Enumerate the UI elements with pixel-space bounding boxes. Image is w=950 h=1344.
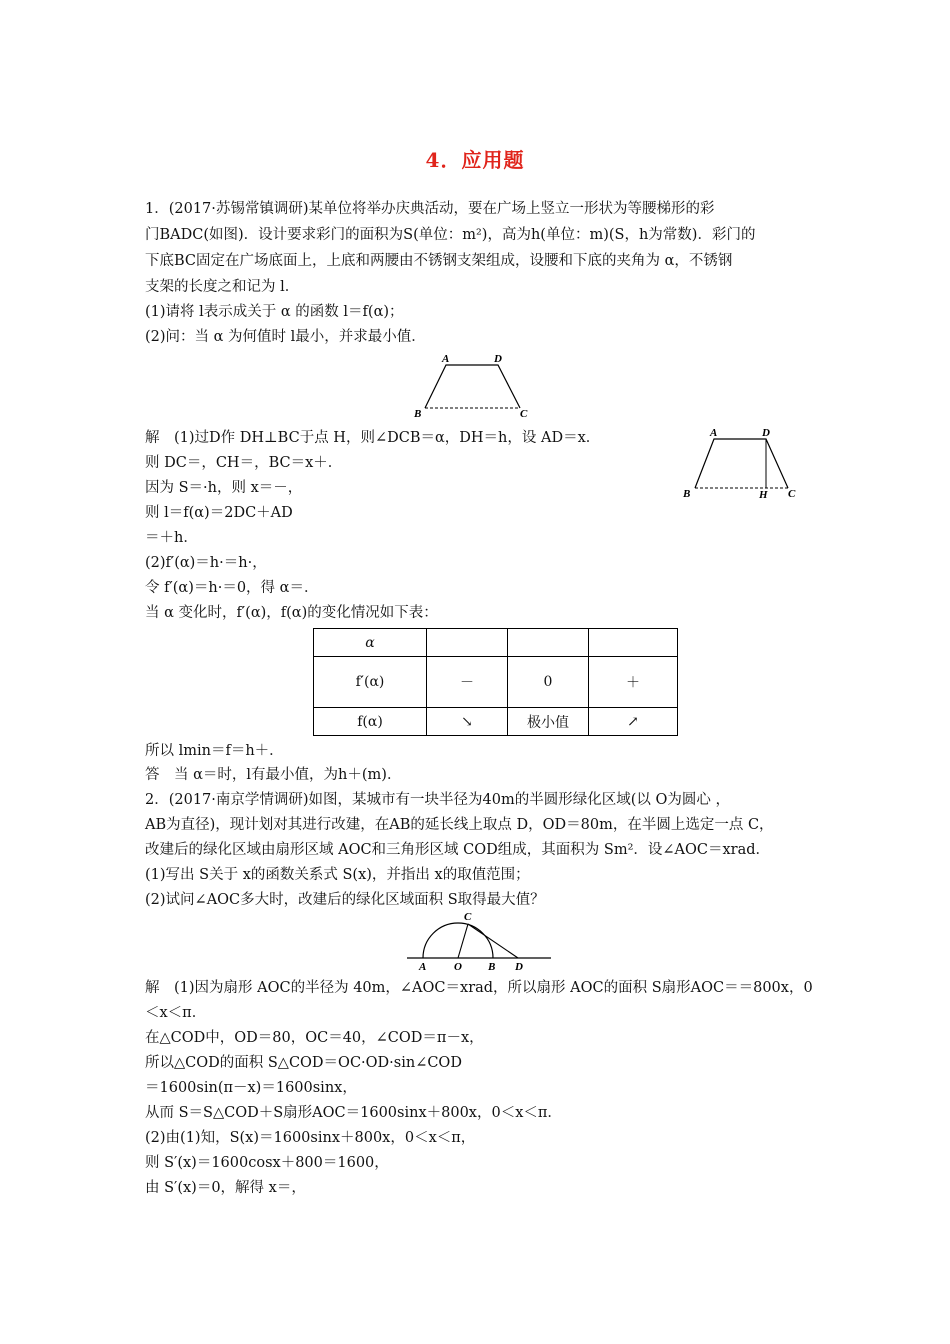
solution1-line5: ＝＋h． bbox=[145, 530, 198, 546]
solution1-line8: 当 α 变化时，f′(α)，f(α)的变化情况如下表： bbox=[145, 605, 438, 621]
problem2-part1: (1)写出 S关于 x的函数关系式 S(x)，并指出 x的取值范围； bbox=[145, 867, 530, 883]
trapezoid-height-figure bbox=[680, 424, 810, 500]
table-cell: ↘ bbox=[427, 708, 508, 736]
fig2-label-h: H bbox=[759, 489, 768, 500]
table-cell: α bbox=[314, 629, 427, 657]
problem1-part1: (1)请将 l表示成关于 α 的函数 l＝f(α)； bbox=[145, 304, 404, 320]
table-cell: f(α) bbox=[314, 708, 427, 736]
fig3-label-b: B bbox=[488, 961, 496, 972]
solution2-line6: 从而 S＝S△COD＋S扇形AOC＝1600sinx＋800x，0＜x＜π． bbox=[145, 1105, 562, 1121]
table-cell: f′(α) bbox=[314, 657, 427, 708]
table-cell: ＋ bbox=[589, 657, 678, 708]
fig2-label-b: B bbox=[683, 488, 691, 500]
solution1-line3: 因为 S＝·h，则 x＝－， bbox=[145, 480, 303, 496]
problem2-part2: (2)试问∠AOC多大时，改建后的绿化区域面积 S取得最大值？ bbox=[145, 892, 545, 908]
solution1-answer: 答 当 α＝时，l有最小值，为h＋(m)． bbox=[145, 767, 402, 783]
fig1-label-a: A bbox=[442, 353, 450, 365]
table-cell: ↗ bbox=[589, 708, 678, 736]
fig1-label-b: B bbox=[414, 408, 422, 420]
solution2-line5: ＝1600sin(π－x)＝1600sinx， bbox=[145, 1080, 357, 1096]
solution1-line9: 所以 lmin＝f＝h＋． bbox=[145, 743, 284, 759]
page-title: 4．应用题 bbox=[425, 148, 525, 172]
problem1-line1: 1．(2017·苏锡常镇调研)某单位将举办庆典活动，要在广场上竖立一形状为等腰梯形的彩 bbox=[145, 201, 715, 217]
solution2-line9: 由 S′(x)＝0，解得 x＝， bbox=[145, 1180, 306, 1196]
problem2-line2: AB为直径)，现计划对其进行改建，在AB的延长线上取点 D，OD＝80m，在半圆上选定一点 C， bbox=[145, 817, 774, 833]
variation-table bbox=[313, 628, 678, 736]
fig3-label-d: D bbox=[515, 961, 523, 972]
problem1-part2: (2)问：当 α 为何值时 l最小，并求最小值． bbox=[145, 329, 426, 345]
solution2-line3: 在△COD中，OD＝80，OC＝40，∠COD＝π－x， bbox=[145, 1030, 484, 1046]
trapezoid-figure bbox=[408, 350, 538, 422]
solution1-line1: 解 (1)过D作 DH⊥BC于点 H，则∠DCB＝α，DH＝h，设 AD＝x． bbox=[145, 430, 601, 446]
fig1-label-c: C bbox=[520, 408, 528, 420]
fig2-label-a: A bbox=[710, 427, 718, 439]
fig2-label-c: C bbox=[788, 488, 796, 500]
solution2-line1: 解 (1)因为扇形 AOC的半径为 40m，∠AOC＝xrad，所以扇形 AOC的面积 S扇形AOC＝＝800x，0 bbox=[145, 980, 813, 996]
fig2-label-d: D bbox=[762, 427, 770, 439]
fig3-label-o: O bbox=[454, 961, 462, 972]
table-cell bbox=[589, 629, 678, 657]
table-cell bbox=[427, 629, 508, 657]
solution1-line6: (2)f′(α)＝h·＝h·， bbox=[145, 555, 267, 571]
table-cell: 极小值 bbox=[508, 708, 589, 736]
semicircle-figure bbox=[405, 910, 555, 972]
problem1-line3: 下底BC固定在广场底面上，上底和两腰由不锈钢支架组成，设腰和下底的夹角为 α，不锈钢 bbox=[145, 253, 733, 269]
table-cell: 0 bbox=[508, 657, 589, 708]
fig3-label-c: C bbox=[464, 911, 472, 923]
problem2-line3: 改建后的绿化区域由扇形区域 AOC和三角形区域 COD组成，其面积为 Sm²．设∠AOC＝xrad． bbox=[145, 842, 771, 858]
problem1-line2: 门BADC(如图)．设计要求彩门的面积为S(单位：m²)，高为h(单位：m)(S，h为常数)．彩门的 bbox=[145, 227, 756, 243]
solution2-line4: 所以△COD的面积 S△COD＝OC·OD·sin∠COD bbox=[145, 1055, 462, 1071]
fig3-label-a: A bbox=[419, 961, 427, 972]
solution1-line7: 令 f′(α)＝h·＝0，得 α＝． bbox=[145, 580, 319, 596]
problem1-line4: 支架的长度之和记为 l． bbox=[145, 279, 300, 295]
problem2-line1: 2．(2017·南京学情调研)如图，某城市有一块半径为40m的半圆形绿化区域(以 O为圆心 ， bbox=[145, 792, 731, 808]
solution1-line2: 则 DC＝，CH＝，BC＝x＋． bbox=[145, 455, 343, 471]
table-cell: － bbox=[427, 657, 508, 708]
fig1-label-d: D bbox=[494, 353, 502, 365]
solution2-line2: ＜x＜π． bbox=[145, 1005, 207, 1021]
solution2-line8: 则 S′(x)＝1600cosx＋800＝1600， bbox=[145, 1155, 389, 1171]
table-cell bbox=[508, 629, 589, 657]
solution1-line4: 则 l＝f(α)＝2DC＋AD bbox=[145, 505, 293, 521]
solution2-line7: (2)由(1)知，S(x)＝1600sinx＋800x，0＜x＜π， bbox=[145, 1130, 476, 1146]
